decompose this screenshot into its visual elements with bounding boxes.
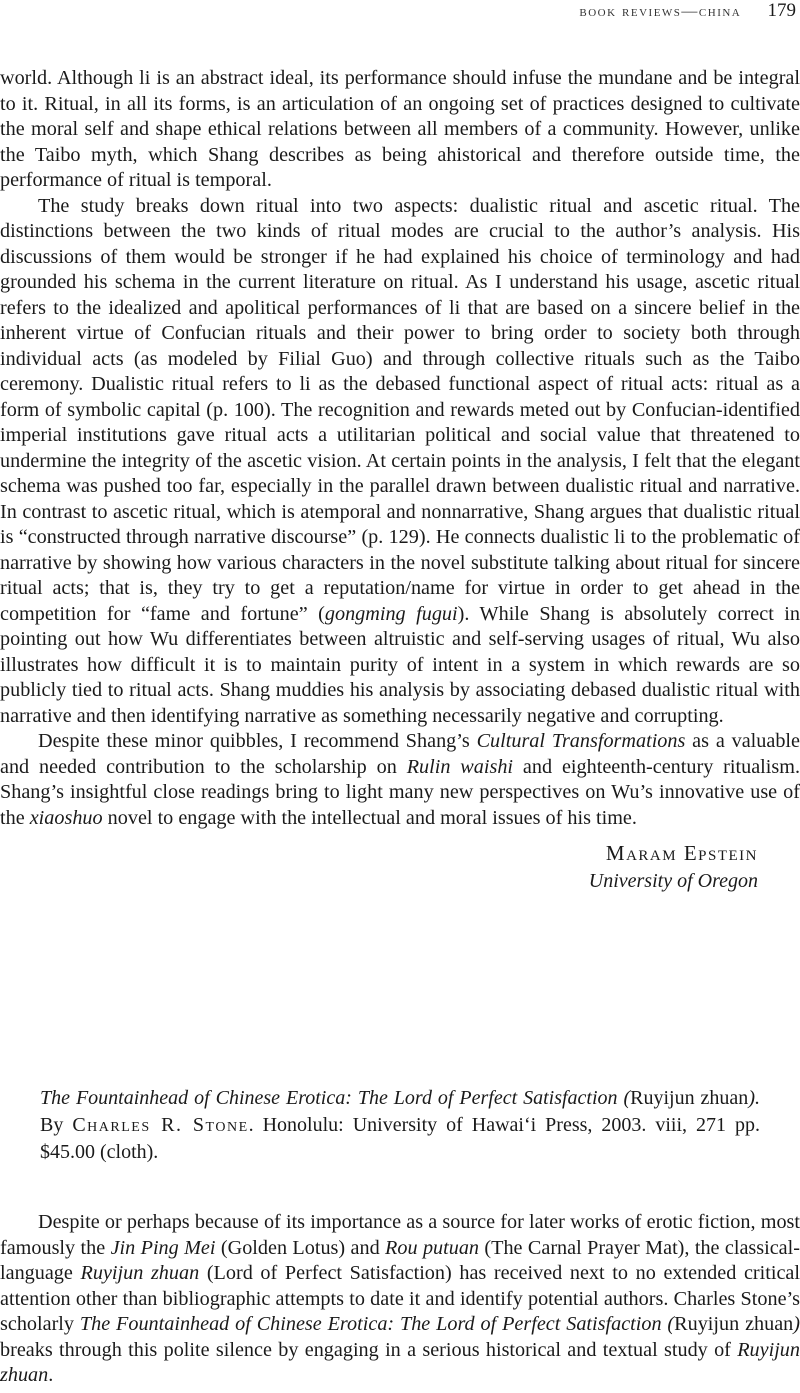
page-number: 179 bbox=[767, 0, 796, 21]
r2-text-6: . bbox=[48, 1364, 54, 1386]
r2-text-4: (Lord of Perfect Satisfaction) has received next to no extended critical attention other than bibliographic attempts to date it and identify potential authors. Charles Stone’s scholarly bbox=[0, 1262, 800, 1335]
r2-text-3: (The Carnal Prayer Mat), the classical-language bbox=[0, 1236, 800, 1284]
book-title-fountainhead: The Fountainhead of Chinese Erotica: The Lord of Perfect Satisfaction ( bbox=[79, 1313, 675, 1335]
paragraph-3-text-a: Despite these minor quibbles, I recommend Shang’s bbox=[38, 730, 477, 752]
paragraph-3-text-d: novel to engage with the intellectual and moral issues of his time. bbox=[102, 806, 637, 829]
paragraph-2-text-b: ). While Shang is absolutely correct in pointing out how Wu differentiates between altruistic and self-serving usages of ritual, Wu also illustrates how difficult it is to maintain purity of intent in a system in which rewards are so publicly tied to ritual acts. Shang muddies his analysis by associating debased dualistic ritual with narrative and then identifying narrative as something necessarily negative and corrupting. bbox=[0, 602, 800, 727]
running-head bbox=[0, 0, 800, 26]
book-title-cultural-transformations: Cultural Transformations bbox=[476, 730, 686, 752]
citation-title-romanized: Ruyijun zhuan bbox=[630, 1087, 749, 1109]
book-title-ruyijun-zhuan-2: Ruyijun zhuan bbox=[0, 1338, 800, 1386]
term-gongming-fugui: gongming fugui bbox=[324, 602, 458, 625]
r2-text-5: breaks through this polite silence by engaging in a serious historical and textual study of bbox=[0, 1338, 738, 1361]
term-xiaoshuo: xiaoshuo bbox=[29, 806, 103, 829]
paragraph-1 bbox=[0, 66, 800, 194]
review-two-body bbox=[0, 1210, 800, 1389]
citation-author: Charles R. Stone bbox=[72, 1114, 249, 1136]
reviewer-signature bbox=[0, 839, 800, 895]
review-two-citation bbox=[40, 1085, 760, 1166]
paragraph-1-text: world. Although li is an abstract ideal, its performance should infuse the mundane and be integral to it. Ritual, in all its forms, is an articulation of an ongoing set of practices designed to cultivate the moral self and shape ethical relations between all members of a community. However, unlike the Taibo myth, which Shang describes as being ahistorical and therefore outside time, the performance of ritual is temporal. bbox=[0, 67, 800, 191]
paragraph-2-text-a: The study breaks down ritual into two aspects: dualistic ritual and ascetic ritual. The distinctions between the two kinds of ritual modes are crucial to the author’s analysis. His discussions of them would be stronger if he had explained his choice of terminology and had grounded his schema in the current literature on ritual. As I understand his usage, ascetic ritual refers to the idealized and apolitical performances of li that are based on a sincere belief in the inherent virtue of Confucian rituals and their power to bring order to society both through individual acts (as modeled by Filial Guo) and through collective rituals such as the Taibo ceremony. Dualistic ritual refers to li as the debased functional aspect of ritual acts: ritual as a form of symbolic capital (p. 100). The recognition and rewards meted out by Confucian-identified imperial institutions gave ritual acts a utilitarian political and social value that threatened to undermine the integrity of the ascetic vision. At certain points in the analysis, I felt that the elegant schema was pushed too far, especially in the parallel drawn between dualistic ritual and narrative. In contrast to ascetic ritual, which is atemporal and nonnarrative, Shang argues that dualistic ritual is “constructed through narrative discourse” (p. 129). He connects dualistic li to the problematic of narrative by showing how various characters in the novel substitute talking about ritual for sincere ritual acts; that is, they try to get a reputation/name for virtue in order to get ahead in the competition for “fame and fortune” ( bbox=[0, 194, 800, 625]
review-one-body bbox=[0, 66, 800, 895]
citation-by: By bbox=[40, 1114, 73, 1136]
r2-text-2: (Golden Lotus) and bbox=[215, 1236, 386, 1259]
book-title-fountainhead-romanized: Ruyijun zhuan bbox=[674, 1313, 794, 1335]
paragraph-2 bbox=[0, 194, 800, 730]
paragraph-3 bbox=[0, 729, 800, 831]
paragraph-3-text-c: and eighteenth-century ritualism. Shang’s insightful close readings bring to light many new perspectives on Wu’s innovative use of the bbox=[0, 755, 800, 829]
reviewer-institution: University of Oregon bbox=[588, 870, 758, 892]
r2-text-1: Despite or perhaps because of its importance as a source for later works of erotic fiction, most famously the bbox=[0, 1211, 800, 1259]
citation-title-a: The Fountainhead of Chinese Erotica: The Lord of Perfect Satisfaction ( bbox=[40, 1087, 631, 1109]
paragraph-3-text-b: as a valuable and needed contribution to the scholarship on bbox=[0, 730, 800, 778]
book-title-rulin-waishi: Rulin waishi bbox=[406, 755, 514, 778]
book-title-fountainhead-close: ) bbox=[793, 1313, 800, 1335]
review-two-paragraph-1 bbox=[0, 1210, 800, 1389]
book-title-ruyijun-zhuan: Ruyijun zhuan bbox=[80, 1262, 200, 1284]
book-title-jin-ping-mei: Jin Ping Mei bbox=[110, 1236, 216, 1259]
reviewer-name: Maram Epstein bbox=[605, 841, 758, 865]
running-head-title: book reviews—china bbox=[579, 3, 742, 20]
citation-title-b: ). bbox=[748, 1087, 760, 1109]
book-title-rou-putuan: Rou putuan bbox=[385, 1236, 480, 1259]
citation-publication: . Honolulu: University of Hawai‘i Press, 2003. viii, 271 pp. $45.00 (cloth). bbox=[40, 1114, 760, 1163]
